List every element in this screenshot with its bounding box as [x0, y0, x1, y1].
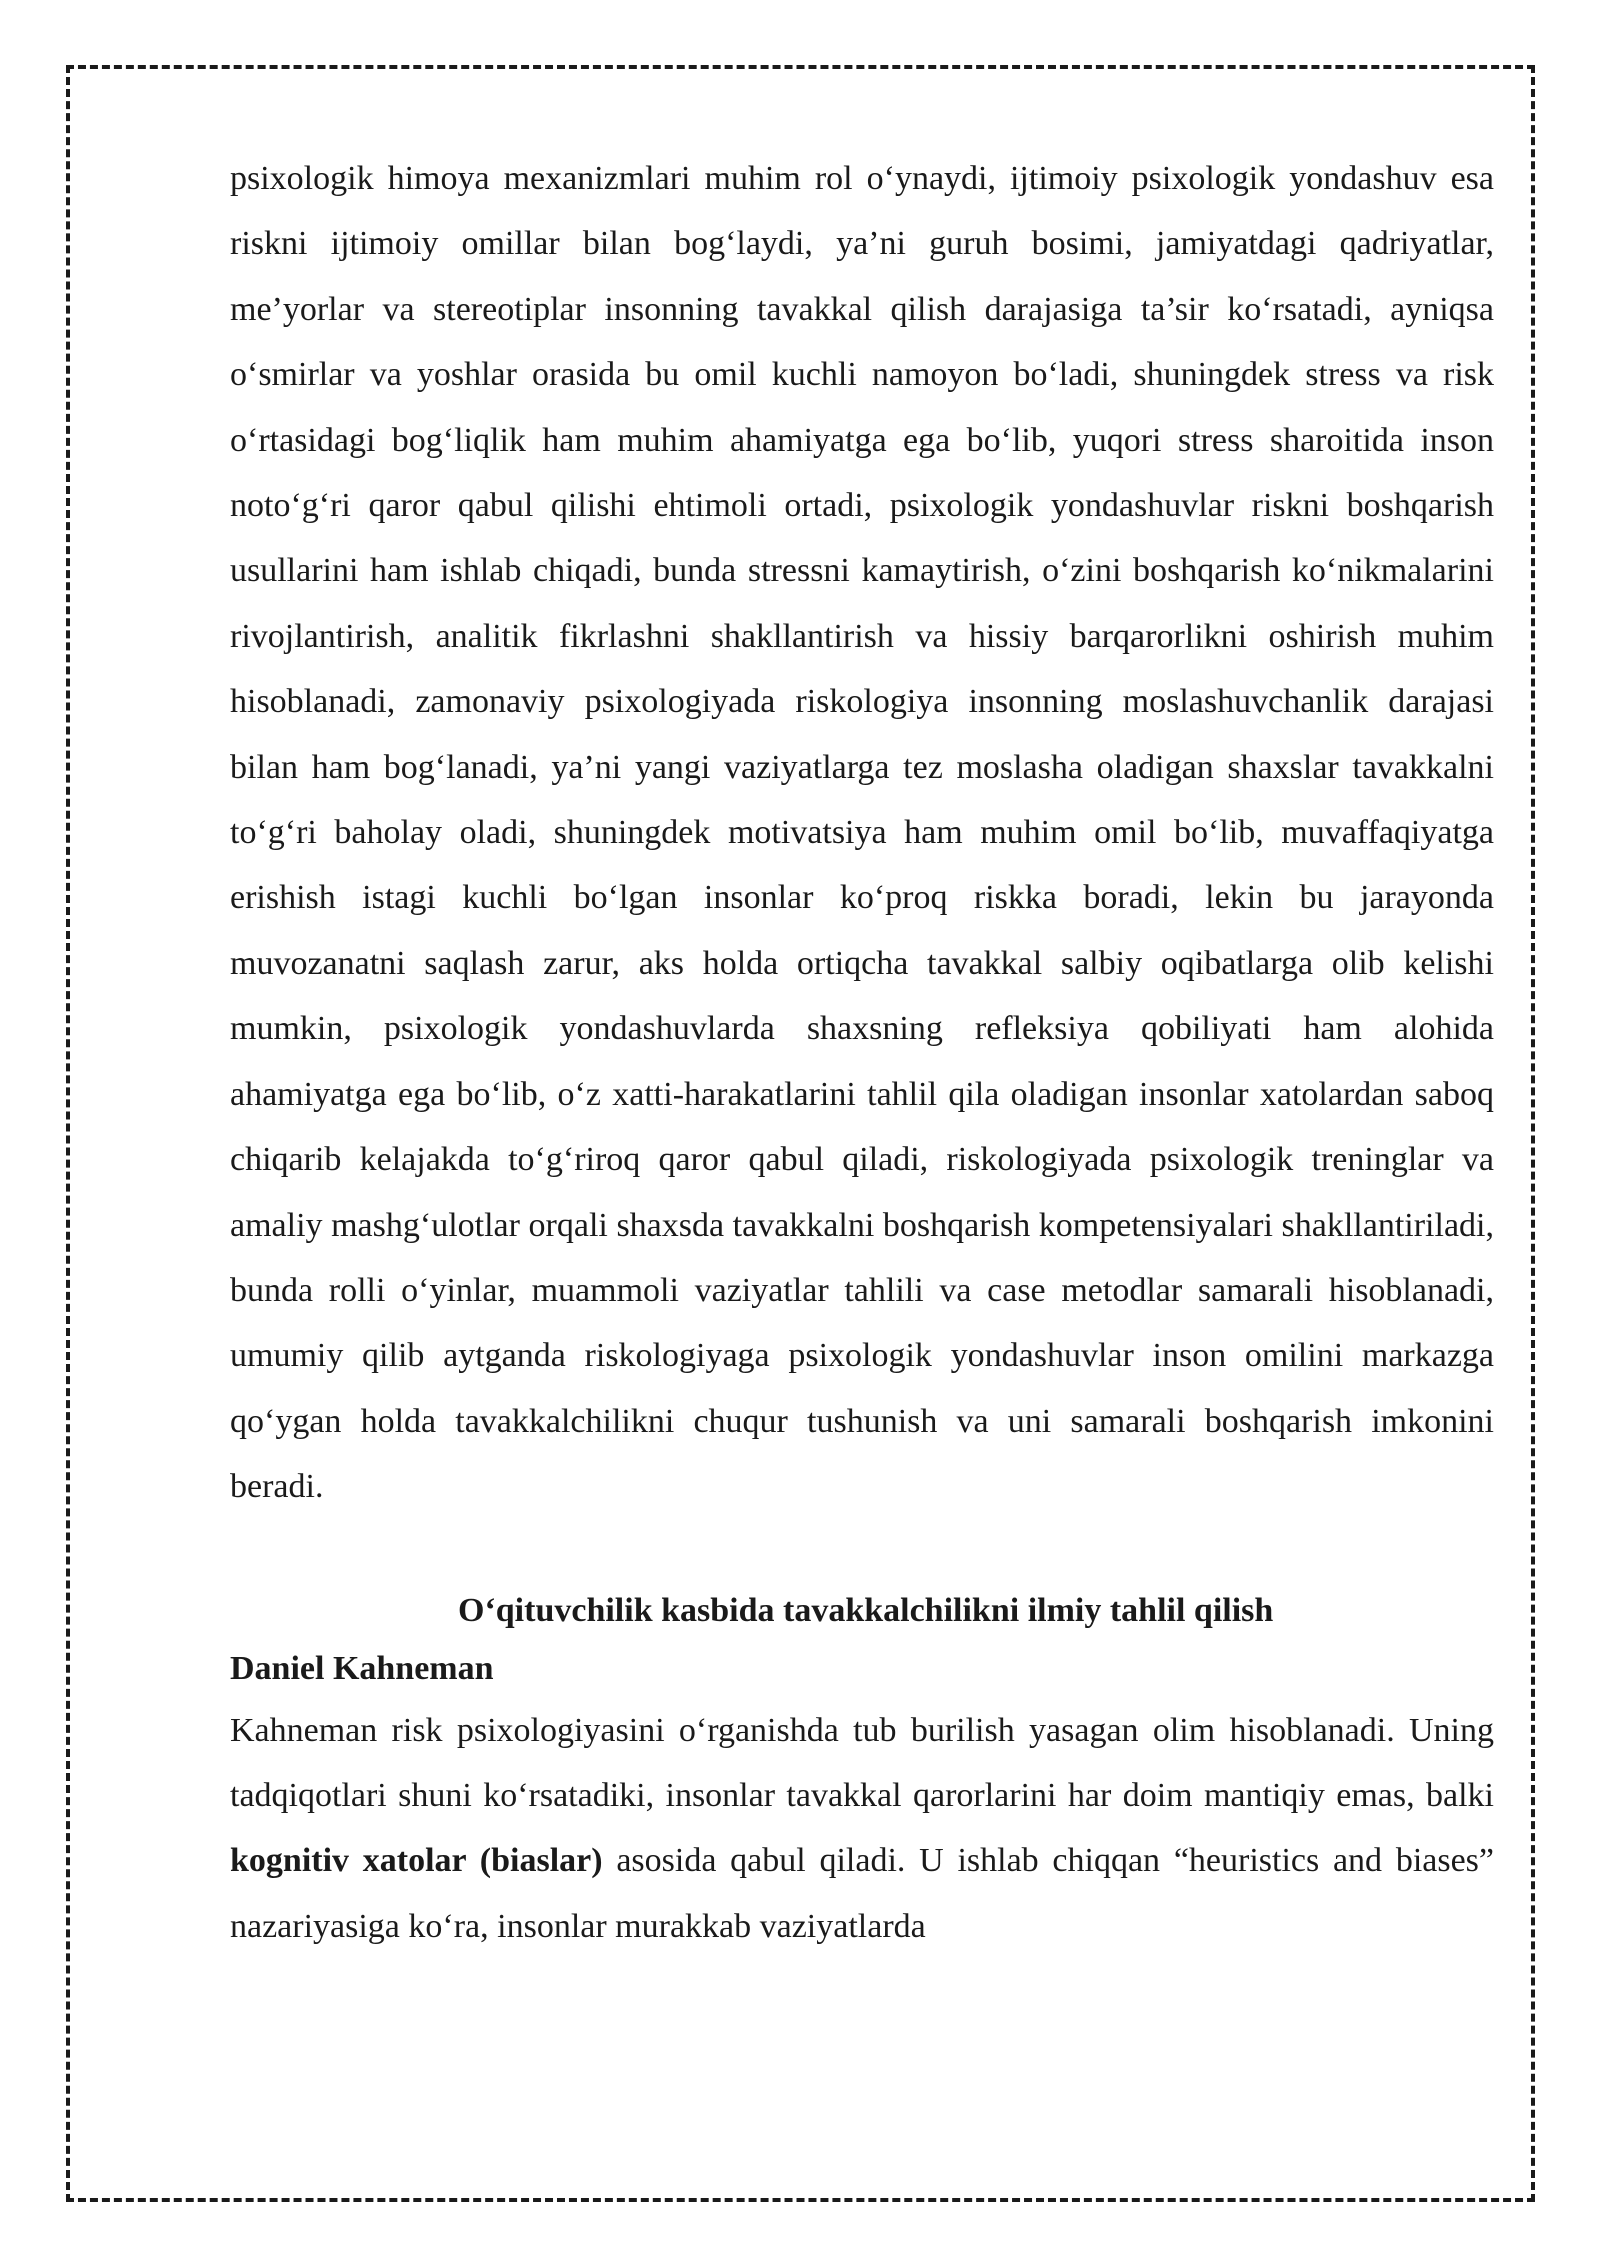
paragraph-text-end: asosida qabul qiladi. U ishlab chiqqan “heuristics and biases” nazariyasiga ko‘ra, insonlar murakkab vaziyatlarda	[230, 1842, 1494, 1945]
document-body	[230, 146, 1494, 1959]
paragraph-text-start: Kahneman risk psixologiyasini o‘rganishda tub burilish yasagan olim hisoblanadi. Uning tadqiqotlari shuni ko‘rsatadiki, insonlar tavakkal qarorlarini har doim mantiqiy emas, balki	[230, 1711, 1494, 1814]
body-paragraph: psixologik himoya mexanizmlari muhim rol o‘ynaydi, ijtimoiy psixologik yondashuv esa riskni ijtimoiy omillar bilan bog‘laydi, ya’ni guruh bosimi, jamiyatdagi qadriyatlar, me’yorlar va stereotiplar insonning tavakkal qilish darajasiga ta’sir ko‘rsatadi, ayniqsa o‘smirlar va yoshlar orasida bu omil kuchli namoyon bo‘ladi, shuningdek stress va risk o‘rtasidagi bog‘liqlik ham muhim ahamiyatga ega bo‘lib, yuqori stress sharoitida inson noto‘g‘ri qaror qabul qilishi ehtimoli ortadi, psixologik yondashuvlar riskni boshqarish usullarini ham ishlab chiqadi, bunda stressni kamaytirish, o‘zini boshqarish ko‘nikmalarini rivojlantirish, analitik fikrlashni shakllantirish va hissiy barqarorlikni oshirish muhim hisoblanadi, zamonaviy psixologiyada riskologiya insonning moslashuvchanlik darajasi bilan ham bog‘lanadi, ya’ni yangi vaziyatlarga tez moslasha oladigan shaxslar tavakkalni to‘g‘ri baholay oladi, shuningdek motivatsiya ham muhim omil bo‘lib, muvaffaqiyatga erishish istagi kuchli bo‘lgan insonlar ko‘proq riskka boradi, lekin bu jarayonda muvozanatni saqlash zarur, aks holda ortiqcha tavakkal salbiy oqibatlarga olib kelishi mumkin, psixologik yondashuvlarda shaxsning refleksiya qobiliyati ham alohida ahamiyatga ega bo‘lib, o‘z xatti-harakatlarini tahlil qila oladigan insonlar xatolardan saboq chiqarib kelajakda to‘g‘riroq qaror qabul qiladi, riskologiyada psixologik treninglar va amaliy mashg‘ulotlar orqali shaxsda tavakkalni boshqarish kompetensiyalari shakllantiriladi, bunda rolli o‘yinlar, muammoli vaziyatlar tahlili va case metodlar samarali hisoblanadi, umumiy qilib aytganda riskologiyaga psixologik yondashuvlar inson omilini markazga qo‘ygan holda tavakkalchilikni chuqur tushunish va uni samarali boshqarish imkonini beradi.	[230, 160, 1494, 1506]
paragraph-spacer	[230, 1520, 1494, 1582]
section-heading: O‘qituvchilik kasbida tavakkalchilikni ilmiy tahlil qilish	[458, 1591, 1274, 1629]
author-heading: Daniel Kahneman	[230, 1649, 494, 1687]
kahneman-paragraph	[230, 1698, 1494, 1960]
bold-term: kognitiv xatolar (biaslar)	[230, 1842, 603, 1880]
